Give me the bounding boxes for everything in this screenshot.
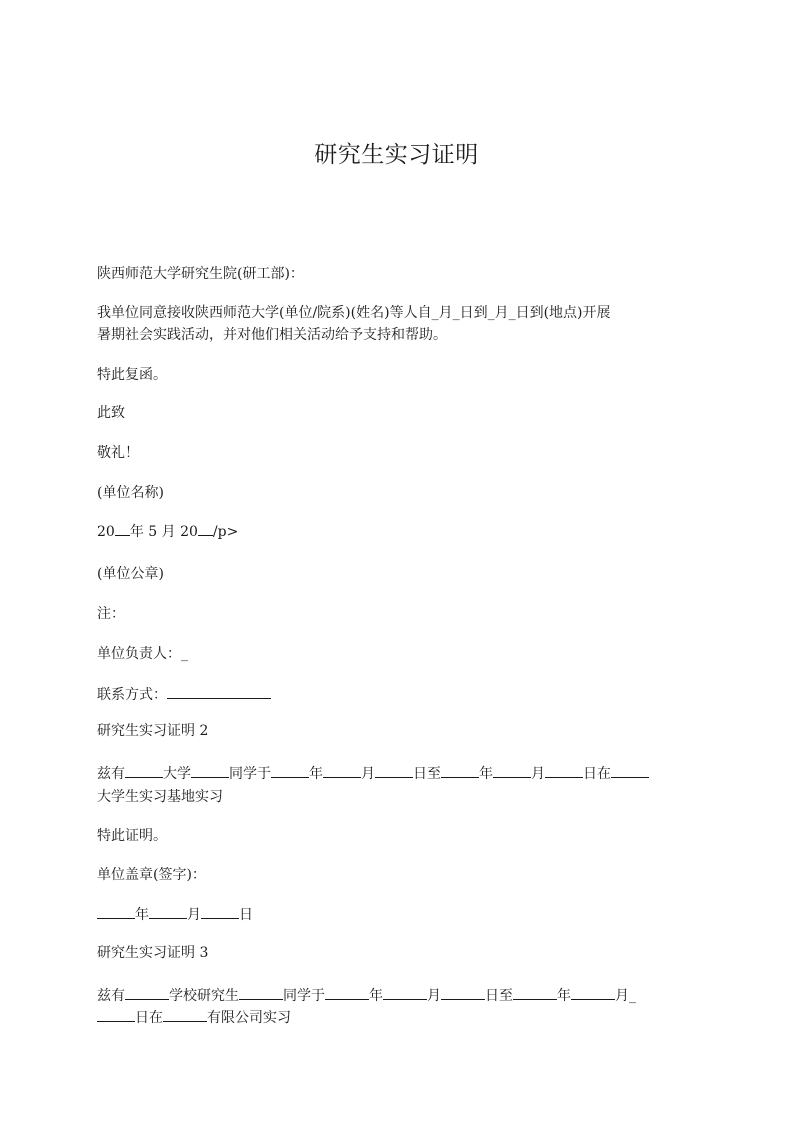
fill-blank <box>239 985 283 1000</box>
cert2-date-day: 日 <box>239 907 253 923</box>
cert2-heading: 研究生实习证明 2 <box>97 723 209 739</box>
fill-blank <box>125 763 163 778</box>
cert2-text: 兹有 <box>97 766 125 782</box>
cert2-date-month: 月 <box>187 907 201 923</box>
responsible-person <box>97 643 699 665</box>
responsible-label: 单位负责人： <box>97 646 181 662</box>
fill-blank <box>383 985 427 1000</box>
fill-blank <box>325 985 369 1000</box>
cert3-heading: 研究生实习证明 3 <box>97 945 209 961</box>
unit-seal: (单位公章) <box>97 566 164 582</box>
cert2-line-1 <box>97 763 699 785</box>
cert2-text: 年 <box>479 766 493 782</box>
cert3-text: 年 <box>557 988 571 1004</box>
cert2-date-year: 年 <box>135 907 149 923</box>
contact-blank <box>167 684 271 699</box>
fill-blank <box>571 985 615 1000</box>
cert3-text: 日在 <box>135 1010 163 1026</box>
contact-info <box>97 684 699 706</box>
page-title: 研究生实习证明 <box>314 142 479 168</box>
date-blank-day <box>198 521 213 536</box>
cert3-line-1 <box>97 985 699 1007</box>
responsible-blank: _ <box>181 646 188 662</box>
cert2-date <box>97 904 699 926</box>
date-part-3: /p> <box>212 524 239 540</box>
fill-blank <box>375 763 413 778</box>
fill-blank <box>611 763 649 778</box>
fill-blank <box>271 763 309 778</box>
cert3-text: 年 <box>369 988 383 1004</box>
cert2-seal-sign: 单位盖章(签字)： <box>97 867 206 883</box>
fill-blank <box>201 904 239 919</box>
closing-ci-zhi: 此致 <box>97 405 125 421</box>
fill-blank <box>97 904 135 919</box>
fill-blank <box>545 763 583 778</box>
fill-blank <box>441 763 479 778</box>
fill-blank <box>191 763 229 778</box>
cert3-text: 兹有 <box>97 988 125 1004</box>
contact-label: 联系方式： <box>97 687 167 703</box>
cert3-text: 月_ <box>615 988 636 1004</box>
cert3-line-2 <box>97 1007 699 1029</box>
salutation: 陕西师范大学研究生院(研工部)： <box>97 266 304 282</box>
cert3-text: 月 <box>427 988 441 1004</box>
reply-text: 特此复函。 <box>97 367 167 383</box>
cert2-text: 月 <box>531 766 545 782</box>
cert3-text: 学校研究生 <box>169 988 239 1004</box>
cert3-text: 有限公司实习 <box>207 1010 291 1026</box>
date-part-1: 20 <box>97 524 115 540</box>
cert3-text: 同学于 <box>283 988 325 1004</box>
cert2-text: 月 <box>361 766 375 782</box>
fill-blank <box>97 1007 135 1022</box>
fill-blank <box>125 985 169 1000</box>
fill-blank <box>149 904 187 919</box>
cert3-text: 日至 <box>485 988 513 1004</box>
letter-body-line-2: 暑期社会实践活动，并对他们相关活动给予支持和帮助。 <box>97 327 447 343</box>
date-blank-year <box>115 521 130 536</box>
cert2-text: 日在 <box>583 766 611 782</box>
fill-blank <box>493 763 531 778</box>
unit-name: (单位名称) <box>97 485 164 501</box>
closing-jing-li: 敬礼！ <box>97 445 139 461</box>
fill-blank <box>441 985 485 1000</box>
letter-date <box>97 521 699 543</box>
cert2-text: 大学 <box>163 766 191 782</box>
note-label: 注： <box>97 606 125 622</box>
cert2-certify: 特此证明。 <box>97 828 167 844</box>
date-part-2: 年 5 月 20 <box>129 524 198 540</box>
cert2-line-2: 大学生实习基地实习 <box>97 789 223 805</box>
fill-blank <box>163 1007 207 1022</box>
fill-blank <box>323 763 361 778</box>
cert2-text: 同学于 <box>229 766 271 782</box>
letter-body-line-1: 我单位同意接收陕西师范大学(单位/院系)(姓名)等人自_月_日到_月_日到(地点)开展 <box>97 305 611 321</box>
cert2-text: 年 <box>309 766 323 782</box>
cert2-text: 日至 <box>413 766 441 782</box>
fill-blank <box>513 985 557 1000</box>
